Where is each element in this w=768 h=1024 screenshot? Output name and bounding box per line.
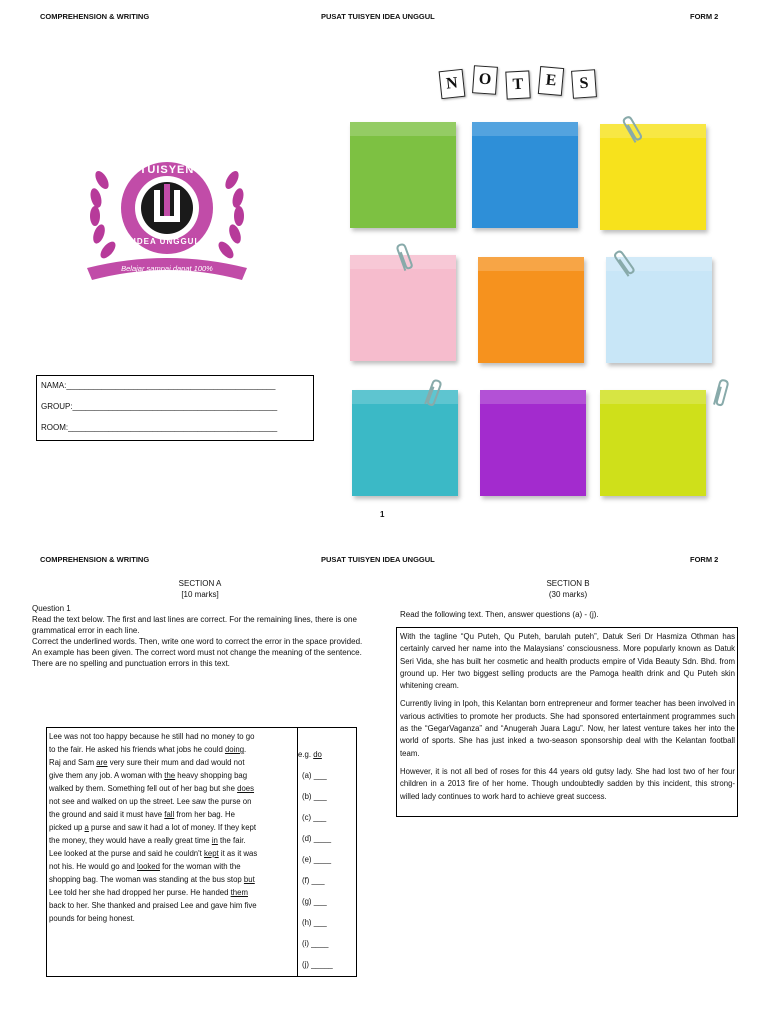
passage-text: very sure their mum and dad would not — [107, 758, 245, 767]
underlined-word: fall — [164, 810, 175, 819]
room-field[interactable]: ROOM:_______________________________________________ — [41, 423, 278, 432]
passage-line — [49, 886, 295, 899]
header-left: COMPREHENSION & WRITING — [40, 555, 150, 564]
logo-banner-text: Belajar sampai dapat 100% — [121, 264, 213, 273]
passage-line — [49, 795, 295, 808]
passage-text: Lee told her she had dropped her purse. He handed — [49, 888, 231, 897]
passage-line — [49, 873, 295, 886]
answer-g[interactable]: (g) ___ — [302, 897, 327, 906]
passage-line — [49, 860, 295, 873]
passage-text: picked up — [49, 823, 85, 832]
answer-a[interactable]: (a) ___ — [302, 771, 327, 780]
section-a-heading: SECTION A — [178, 579, 222, 588]
error-correction-passage — [49, 730, 295, 925]
group-field[interactable]: GROUP:______________________________________________ — [41, 402, 278, 411]
page-number: 1 — [380, 510, 385, 519]
notes-letter: T — [505, 70, 530, 99]
question1-instructions — [32, 603, 367, 669]
section-b-paragraph: Currently living in Ipoh, this Kelantan born entrepreneur and former teacher has been involved in various activities to promote her products. She had sponsored entertainment programmes such as the “GegarVaganza” and “Anugerah Juara Lagu”. Now, her latest venture takes her into the world of sports. She has just inked a two-season sponsorship deal with the Kelantan football team. — [400, 699, 735, 758]
passage-line — [49, 821, 295, 834]
passage-line — [49, 756, 295, 769]
passage-line — [49, 847, 295, 860]
sticky-note — [600, 390, 706, 496]
passage-line — [49, 730, 295, 743]
passage-line — [49, 782, 295, 795]
passage-text: not his. He would go and — [49, 862, 137, 871]
passage-text: to the fair. He asked his friends what jobs he could — [49, 745, 225, 754]
notes-letter: N — [439, 69, 466, 99]
answer-b[interactable]: (b) ___ — [302, 792, 327, 801]
passage-text: shopping bag. The woman was standing at the bus stop — [49, 875, 244, 884]
passage-text: the fair. — [217, 836, 246, 845]
answer-f[interactable]: (f) ___ — [302, 876, 325, 885]
answer-d[interactable]: (d) ____ — [302, 834, 332, 843]
instruction-line: grammatical error in each line. — [32, 626, 140, 635]
underlined-word: does — [237, 784, 255, 793]
instruction-line: Read the text below. The first and last lines are correct. For the remaining lines, there is one — [32, 615, 357, 624]
section-b-title — [508, 578, 628, 600]
answer-e[interactable]: (e) ____ — [302, 855, 332, 864]
passage-line — [49, 769, 295, 782]
underlined-word: but — [243, 875, 255, 884]
passage-line — [49, 899, 295, 912]
passage-text: for the woman with the — [159, 862, 241, 871]
sticky-note — [472, 122, 578, 228]
passage-text: walked by them. Something fell out of her bag but she — [49, 784, 238, 793]
sticky-note — [480, 390, 586, 496]
passage-text: the ground and said it must have — [49, 810, 165, 819]
underlined-word: them — [230, 888, 248, 897]
example-answer — [298, 750, 322, 759]
passage-line — [49, 743, 295, 756]
passage-text: give them any job. A woman with — [49, 771, 165, 780]
instruction-line: Correct the underlined words. Then, write one word to correct the error in the space provided. An example has been given. The correct word must not change the meaning of the sentence. There are no spelling and punctuation errors in this text. — [32, 637, 363, 668]
answer-h[interactable]: (h) ___ — [302, 918, 327, 927]
passage-text: back to her. She thanked and praised Lee and gave him five — [49, 901, 257, 910]
passage-line — [49, 912, 295, 925]
passage-text: pounds for being honest. — [49, 914, 135, 923]
passage-text: Raj and Sam — [49, 758, 97, 767]
example-value: do — [313, 750, 322, 759]
section-a-marks: [10 marks] — [181, 590, 219, 599]
answer-c[interactable]: (c) ___ — [302, 813, 327, 822]
answer-j[interactable]: (j) _____ — [302, 960, 333, 969]
header-center: PUSAT TUISYEN IDEA UNGGUL — [321, 555, 435, 564]
tuition-logo — [82, 140, 252, 290]
question1-label: Question 1 — [32, 604, 71, 613]
passage-text: Lee was not too happy because he still had no money to go — [49, 732, 255, 741]
section-a-title — [140, 578, 260, 600]
page1-header — [0, 12, 768, 24]
passage-line — [49, 834, 295, 847]
underlined-word: a — [84, 823, 89, 832]
sticky-note — [352, 390, 458, 496]
sticky-note — [478, 257, 584, 363]
section-b-instruction: Read the following text. Then, answer questions (a) - (j). — [400, 610, 599, 619]
header-left: COMPREHENSION & WRITING — [40, 12, 150, 21]
underlined-word: the — [164, 771, 176, 780]
underlined-word: in — [211, 836, 218, 845]
paperclip-icon — [708, 376, 734, 412]
passage-text: heavy shopping bag — [175, 771, 248, 780]
sticky-note — [600, 124, 706, 230]
section-b-heading: SECTION B — [546, 579, 590, 588]
header-right: FORM 2 — [690, 12, 719, 21]
logo-top-text: PUSAT TUISYEN — [139, 152, 195, 176]
nama-field[interactable]: NAMA:_______________________________________________ — [41, 381, 276, 390]
student-info-box — [36, 375, 314, 441]
notes-letter: E — [538, 66, 564, 96]
underlined-word: doing — [224, 745, 245, 754]
section-b-passage — [400, 631, 735, 809]
page2-header — [0, 555, 768, 567]
notes-letter: S — [571, 69, 597, 99]
passage-text: not see and walked on up the street. Lee saw the purse on — [49, 797, 252, 806]
section-b-text-box — [396, 627, 738, 817]
passage-text: it as it was — [218, 849, 258, 858]
header-right: FORM 2 — [690, 555, 719, 564]
underlined-word: looked — [137, 862, 160, 871]
logo-bottom-text: IDEA UNGGUL — [133, 237, 201, 246]
section-b-paragraph: With the tagline “Qu Puteh, Qu Puteh, barulah puteh”, Datuk Seri Dr Hasmiza Othman has certainly carved her name into the Malaysians’ consciousness. More popularly known as Datuk Seri Vida, she has built her cosmetic and health products empire of Vida Beauty Sdn. Bhd. from ground up. Her two biggest selling products are the Pamoga health drink and Qu Puteh skin whitening cream. — [400, 632, 735, 691]
answer-column — [297, 728, 357, 976]
section-b-paragraph: However, it is not all bed of roses for this 44 years old gutsy lady. She had lost two of her four children in a 2013 fire of her home. Though undoubtedly sadden by this incident, this strong- willed lady continues to work hard to achieve great success. — [400, 766, 735, 801]
notes-letter: O — [472, 65, 498, 95]
header-center: PUSAT TUISYEN IDEA UNGGUL — [321, 12, 435, 21]
passage-text: the money, they would have a really great time — [49, 836, 212, 845]
answer-i[interactable]: (i) ____ — [302, 939, 329, 948]
passage-text: Lee looked at the purse and said he couldn't — [49, 849, 204, 858]
passage-text: from her bag. He — [174, 810, 235, 819]
error-correction-box — [46, 727, 357, 977]
underlined-word: kept — [203, 849, 219, 858]
sticky-note — [350, 122, 456, 228]
section-b-marks: (30 marks) — [548, 590, 588, 599]
passage-line — [49, 808, 295, 821]
example-label: e.g. — [298, 750, 312, 759]
passage-text: purse and saw it had a lot of money. If they kept — [88, 823, 257, 832]
passage-text: . — [244, 745, 247, 754]
underlined-word: are — [96, 758, 108, 767]
